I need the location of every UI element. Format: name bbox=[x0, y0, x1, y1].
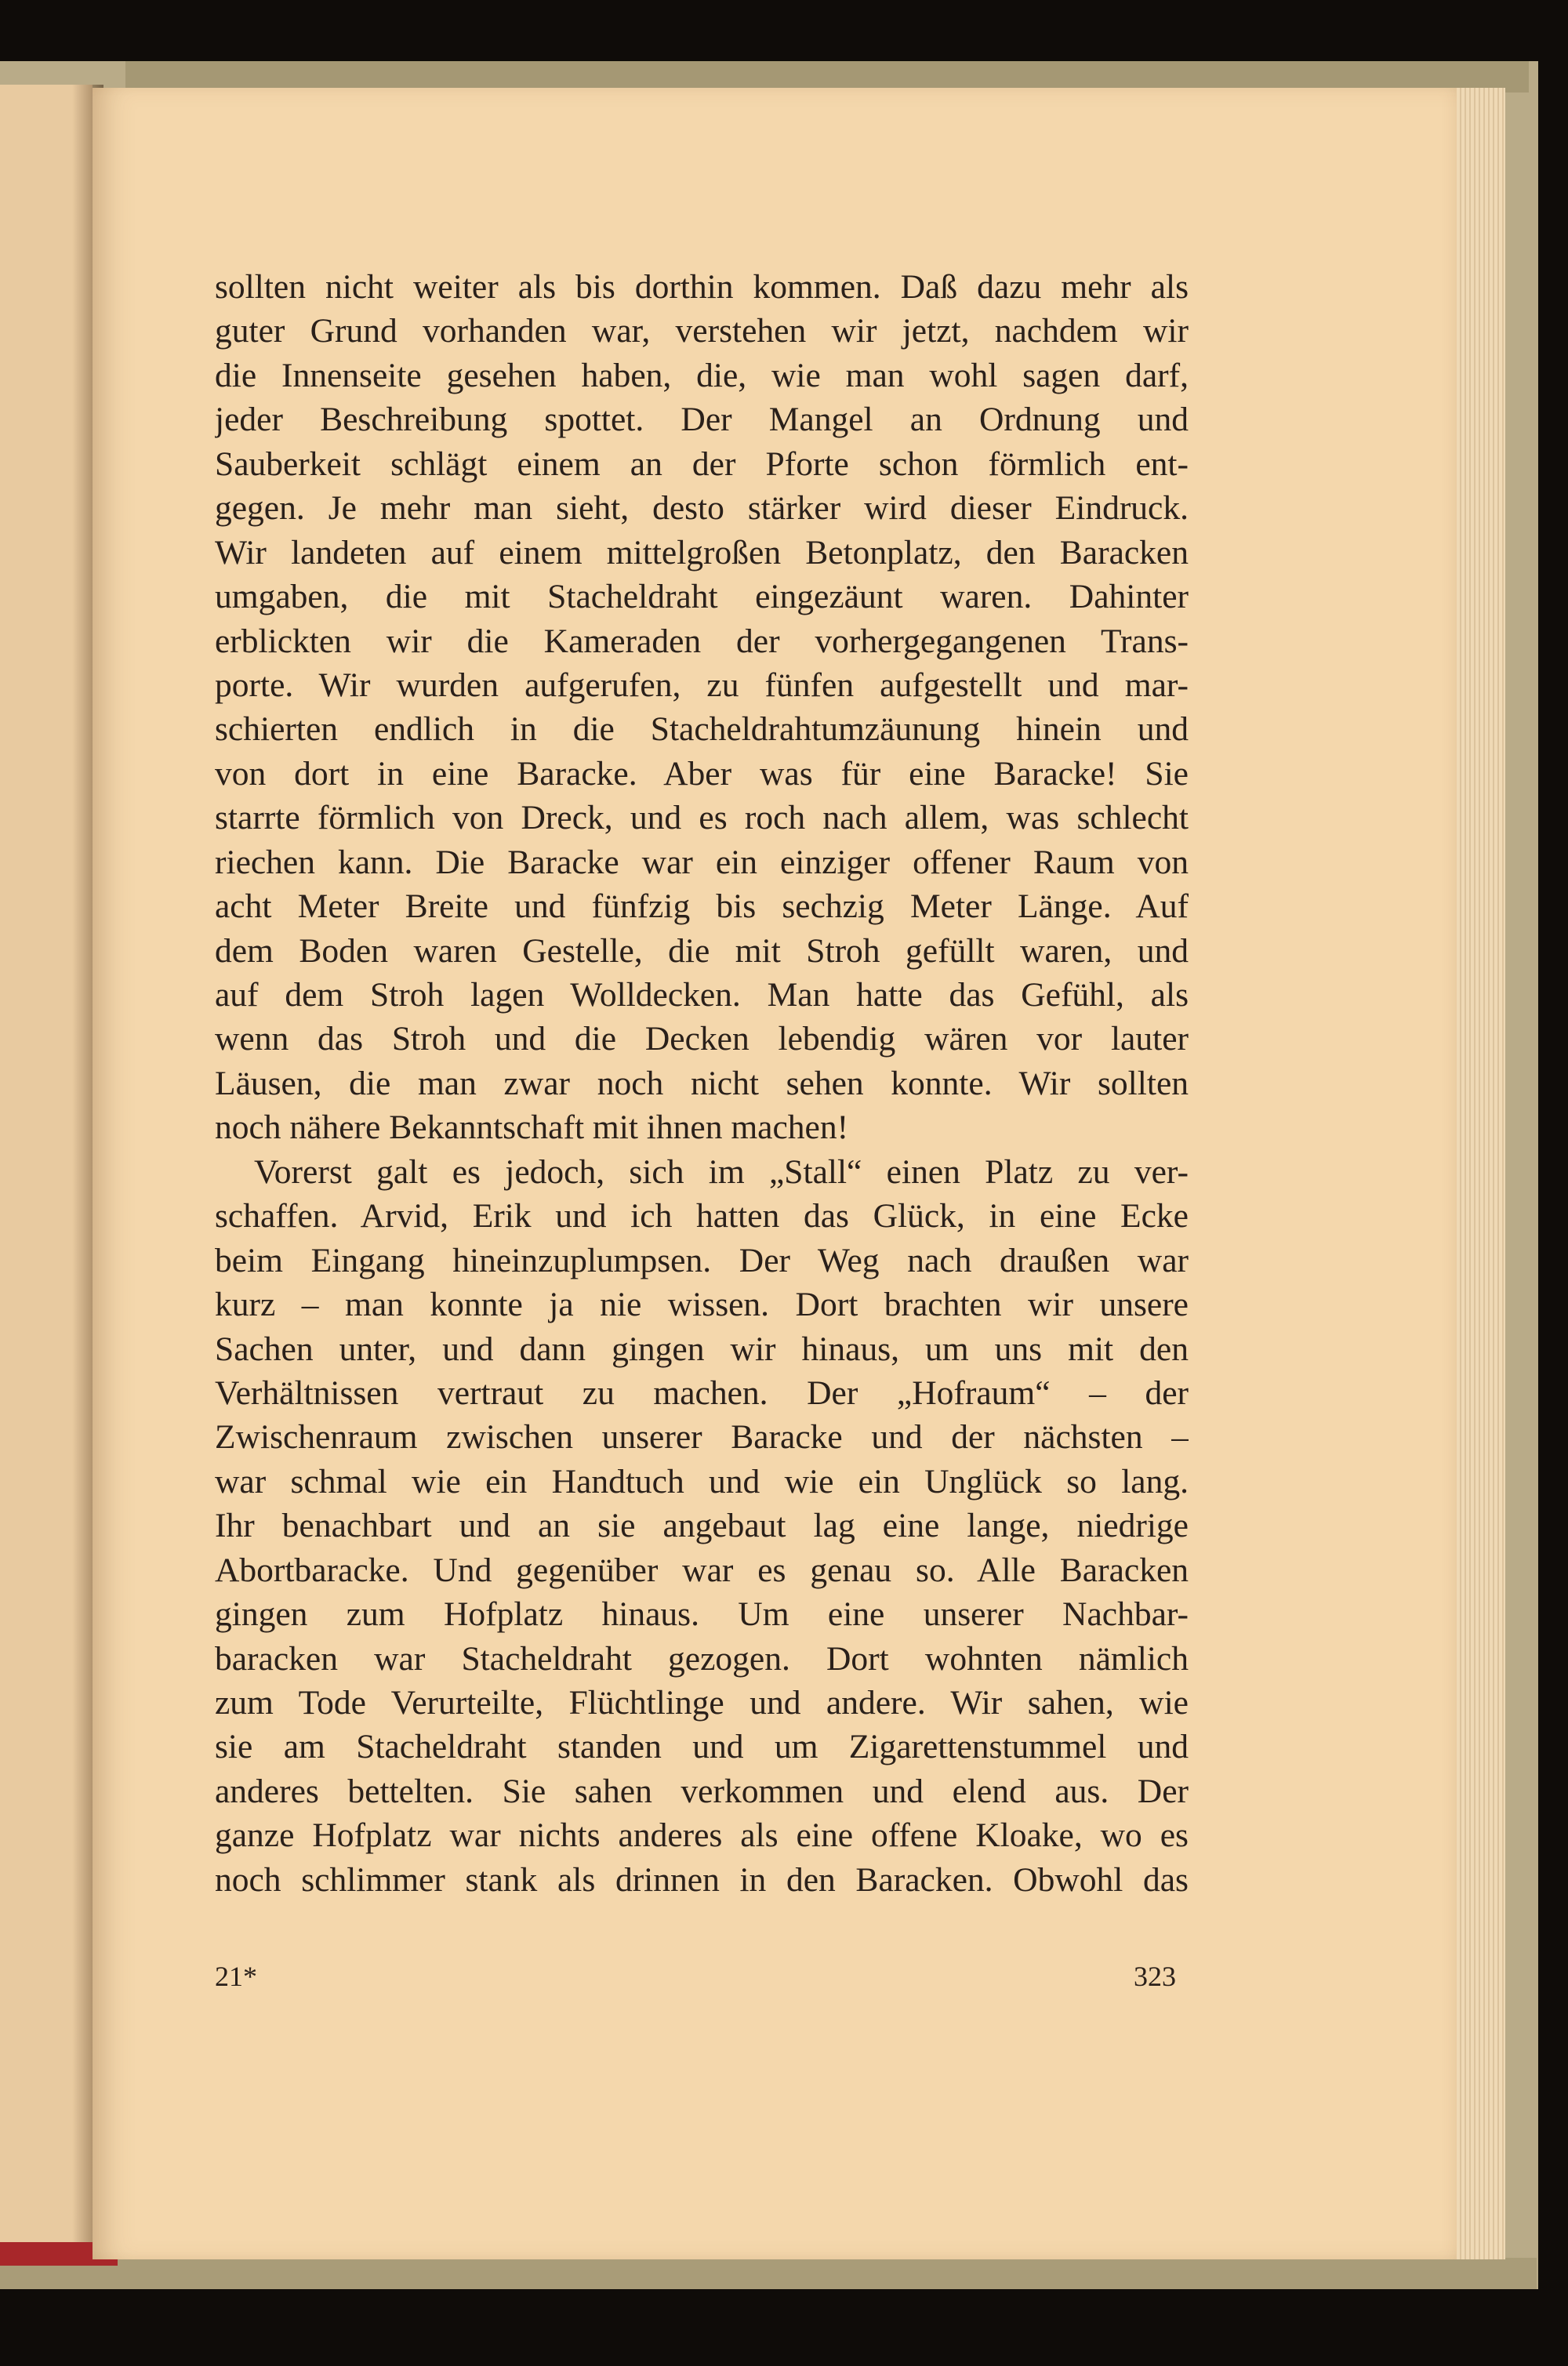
text-line: guter Grund vorhanden war, verstehen wir jetzt, nachdem wir bbox=[215, 312, 1189, 350]
text-line: beim Eingang hineinzuplumpsen. Der Weg nach draußen war bbox=[215, 1241, 1189, 1279]
text-line: Abortbaracke. Und gegenüber war es genau so. Alle Baracken bbox=[215, 1551, 1189, 1589]
text-line: erblickten wir die Kameraden der vorhergegangenen Trans- bbox=[215, 622, 1189, 660]
text-line: Läusen, die man zwar noch nicht sehen konnte. Wir sollten bbox=[215, 1064, 1189, 1102]
text-line: schaffen. Arvid, Erik und ich hatten das Glück, in eine Ecke bbox=[215, 1197, 1189, 1236]
text-line: Wir landeten auf einem mittelgroßen Betonplatz, den Baracken bbox=[215, 533, 1189, 572]
text-line: die Innenseite gesehen haben, die, wie man wohl sagen darf, bbox=[215, 356, 1189, 394]
text-line: Verhältnissen vertraut zu machen. Der „Hofraum“ – der bbox=[215, 1374, 1189, 1412]
text-line: Vorerst galt es jedoch, sich im „Stall“ einen Platz zu ver- bbox=[254, 1152, 1189, 1191]
signature-mark: 21* bbox=[215, 1961, 257, 1992]
text-line: noch nähere Bekanntschaft mit ihnen machen! bbox=[215, 1109, 849, 1147]
text-line: Zwischenraum zwischen unserer Baracke und der nächsten – bbox=[215, 1418, 1189, 1457]
text-line: acht Meter Breite und fünfzig bis sechzig Meter Länge. Auf bbox=[215, 887, 1189, 926]
text-line: kurz – man konnte ja nie wissen. Dort brachten wir unsere bbox=[215, 1286, 1189, 1324]
text-line: noch schlimmer stank als drinnen in den Baracken. Obwohl das bbox=[215, 1860, 1189, 1899]
page-number: 323 bbox=[1134, 1961, 1176, 1992]
text-line: umgaben, die mit Stacheldraht eingezäunt waren. Dahinter bbox=[215, 578, 1189, 616]
text-line: Sauberkeit schlägt einem an der Pforte schon förmlich ent- bbox=[215, 445, 1189, 483]
text-line: ganze Hofplatz war nichts anderes als eine offene Kloake, wo es bbox=[215, 1816, 1189, 1855]
text-line: war schmal wie ein Handtuch und wie ein Unglück so lang. bbox=[215, 1462, 1189, 1501]
text-line: schierten endlich in die Stacheldrahtumzäunung hinein und bbox=[215, 710, 1189, 749]
text-line: gegen. Je mehr man sieht, desto stärker wird dieser Eindruck. bbox=[215, 489, 1189, 528]
text-line: baracken war Stacheldraht gezogen. Dort wohnten nämlich bbox=[215, 1639, 1189, 1678]
text-line: zum Tode Verurteilte, Flüchtlinge und andere. Wir sahen, wie bbox=[215, 1684, 1189, 1722]
text-line: wenn das Stroh und die Decken lebendig wären vor lauter bbox=[215, 1020, 1189, 1058]
text-line: gingen zum Hofplatz hinaus. Um eine unserer Nachbar- bbox=[215, 1595, 1189, 1634]
text-line: porte. Wir wurden aufgerufen, zu fünfen aufgestellt und mar- bbox=[215, 666, 1189, 704]
text-line: Ihr benachbart und an sie angebaut lag eine lange, niedrige bbox=[215, 1507, 1189, 1545]
text-line: starrte förmlich von Dreck, und es roch nach allem, was schlecht bbox=[215, 799, 1189, 837]
text-line: Sachen unter, und dann gingen wir hinaus, um uns mit den bbox=[215, 1330, 1189, 1368]
text-line: auf dem Stroh lagen Wolldecken. Man hatte das Gefühl, als bbox=[215, 976, 1189, 1014]
text-line: jeder Beschreibung spottet. Der Mangel an Ordnung und bbox=[215, 401, 1189, 439]
text-line: sie am Stacheldraht standen und um Zigarettenstummel und bbox=[215, 1728, 1189, 1766]
cover-bottom-edge bbox=[0, 2258, 1537, 2289]
text-line: von dort in eine Baracke. Aber was für eine Baracke! Sie bbox=[215, 754, 1189, 793]
text-line: riechen kann. Die Baracke war ein einziger offener Raum von bbox=[215, 843, 1189, 881]
text-line: dem Boden waren Gestelle, die mit Stroh gefüllt waren, und bbox=[215, 931, 1189, 970]
text-line: anderes bettelten. Sie sahen verkommen und elend aus. Der bbox=[215, 1772, 1189, 1810]
text-line: sollten nicht weiter als bis dorthin kommen. Daß dazu mehr als bbox=[215, 268, 1189, 306]
body-text bbox=[215, 265, 1189, 1902]
